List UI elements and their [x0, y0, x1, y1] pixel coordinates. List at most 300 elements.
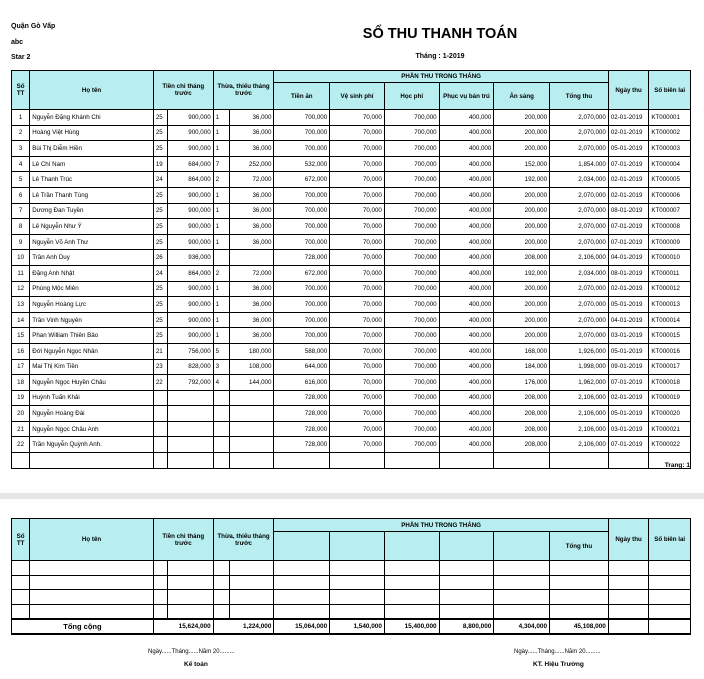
- col-tuition: Học phí: [384, 83, 439, 110]
- footer-sign-left: Kế toán: [184, 661, 208, 668]
- col-group-2: PHẦN THU TRONG THÁNG: [274, 519, 608, 532]
- cell-amt: 864,000: [168, 172, 214, 188]
- cell-total: 2,070,000: [550, 328, 609, 344]
- cell-total: 2,070,000: [550, 312, 609, 328]
- cell-tui: 700,000: [384, 110, 439, 126]
- cell-meal: 672,000: [274, 265, 330, 281]
- cell-meal: 532,000: [274, 156, 330, 172]
- cell-stt: 22: [12, 437, 30, 453]
- cell-rec: KT000015: [649, 328, 691, 344]
- cell-name: Đặng Anh Nhật: [30, 265, 154, 281]
- table-row: [12, 390, 691, 406]
- cell-bf: 200,000: [494, 297, 550, 313]
- cell-bf: 200,000: [494, 110, 550, 126]
- cell-total: 2,070,000: [550, 297, 609, 313]
- cell-stt: 7: [12, 203, 30, 219]
- cell-meal: 700,000: [274, 110, 330, 126]
- cell-amt: 900,000: [168, 297, 214, 313]
- cell-rec: KT000018: [649, 375, 691, 391]
- cell-board: 400,000: [439, 343, 494, 359]
- cell-total: 2,070,000: [550, 187, 609, 203]
- col-date: Ngày thu: [608, 71, 649, 110]
- cell-stt: 9: [12, 234, 30, 250]
- cell-d: 25: [153, 203, 167, 219]
- cell-bf: 208,000: [494, 406, 550, 422]
- cell-d: 22: [153, 375, 167, 391]
- cell-d: 25: [153, 312, 167, 328]
- cell-samt: 36,000: [229, 187, 274, 203]
- cell-rec: KT000022: [649, 437, 691, 453]
- cell-meal: 700,000: [274, 187, 330, 203]
- cell-date: 02-01-2019: [608, 281, 649, 297]
- cell-stt: 15: [12, 328, 30, 344]
- cell-samt: 36,000: [229, 234, 274, 250]
- col-blank-4: [439, 532, 494, 561]
- cell-date: 02-01-2019: [608, 110, 649, 126]
- cell-d: 25: [153, 141, 167, 157]
- col-receipt: Số biên lai: [649, 71, 691, 110]
- cell-samt: 72,000: [229, 172, 274, 188]
- cell-amt: [168, 421, 214, 437]
- col-blank-3: [384, 532, 439, 561]
- footer-date-left: Ngày......Tháng......Năm 20.........: [148, 649, 235, 655]
- month-label: Tháng : 1-2019: [415, 53, 465, 60]
- cell-sd: 1: [213, 281, 229, 297]
- cell-d: [153, 437, 167, 453]
- cell-tui: 700,000: [384, 156, 439, 172]
- cell-amt: 900,000: [168, 141, 214, 157]
- cell-date: 04-01-2019: [608, 250, 649, 266]
- cell-rec: KT000008: [649, 219, 691, 235]
- footer-date-right: Ngày......Tháng......Năm 20.........: [514, 649, 601, 655]
- cell-date: 05-01-2019: [608, 297, 649, 313]
- table-row: [12, 359, 691, 375]
- col-surplus-2: Thừa, thiếu tháng trước: [213, 519, 274, 561]
- cell-meal: 588,000: [274, 343, 330, 359]
- empty-row: [12, 561, 691, 576]
- cell-stt: 20: [12, 406, 30, 422]
- cell-sd: 1: [213, 312, 229, 328]
- cell-sd: 1: [213, 110, 229, 126]
- cell-sd: 1: [213, 187, 229, 203]
- cell-meal: 644,000: [274, 359, 330, 375]
- cell-meal: 700,000: [274, 219, 330, 235]
- cell-board: 400,000: [439, 297, 494, 313]
- col-name-2: Họ tên: [30, 519, 154, 561]
- cell-tui: 700,000: [384, 406, 439, 422]
- cell-board: 400,000: [439, 234, 494, 250]
- cell-samt: 108,000: [229, 359, 274, 375]
- cell-tui: 700,000: [384, 359, 439, 375]
- cell-board: 400,000: [439, 250, 494, 266]
- cell-sd: 1: [213, 328, 229, 344]
- cell-amt: 900,000: [168, 187, 214, 203]
- cell-name: Nguyễn Đặng Khánh Chi: [30, 110, 154, 126]
- cell-samt: 72,000: [229, 265, 274, 281]
- col-blank-5: [494, 532, 550, 561]
- cell-tui: 700,000: [384, 219, 439, 235]
- cell-meal: 616,000: [274, 375, 330, 391]
- cell-total: 1,854,000: [550, 156, 609, 172]
- cell-date: 07-01-2019: [608, 156, 649, 172]
- table-row: [12, 234, 691, 250]
- cell-bf: 208,000: [494, 421, 550, 437]
- cell-total: 2,034,000: [550, 172, 609, 188]
- table-row: [12, 203, 691, 219]
- totals-label: Tổng cộng: [12, 619, 154, 634]
- cell-rec: KT000003: [649, 141, 691, 157]
- cell-hyg: 70,000: [330, 172, 385, 188]
- cell-rec: KT000014: [649, 312, 691, 328]
- cell-hyg: 70,000: [330, 297, 385, 313]
- col-blank-2: [330, 532, 385, 561]
- cell-board: 400,000: [439, 281, 494, 297]
- cell-bf: 168,000: [494, 343, 550, 359]
- cell-tui: 700,000: [384, 421, 439, 437]
- cell-rec: KT000017: [649, 359, 691, 375]
- cell-d: 25: [153, 125, 167, 141]
- cell-d: 25: [153, 328, 167, 344]
- cell-hyg: 70,000: [330, 110, 385, 126]
- cell-hyg: 70,000: [330, 156, 385, 172]
- cell-board: 400,000: [439, 219, 494, 235]
- cell-name: Trần Anh Duy: [30, 250, 154, 266]
- cell-date: 09-01-2019: [608, 359, 649, 375]
- cell-sd: 3: [213, 359, 229, 375]
- cell-hyg: 70,000: [330, 187, 385, 203]
- cell-hyg: 70,000: [330, 141, 385, 157]
- cell-hyg: 70,000: [330, 328, 385, 344]
- cell-name: Trần Vinh Nguyên: [30, 312, 154, 328]
- cell-sd: 2: [213, 265, 229, 281]
- cell-meal: 700,000: [274, 141, 330, 157]
- cell-date: 07-01-2019: [608, 375, 649, 391]
- table-row: [12, 172, 691, 188]
- cell-samt: 36,000: [229, 125, 274, 141]
- cell-amt: 828,000: [168, 359, 214, 375]
- total-breakfast: 4,304,000: [494, 619, 550, 634]
- cell-total: 2,070,000: [550, 110, 609, 126]
- col-receipt-2: Số biên lai: [649, 519, 691, 561]
- cell-amt: 864,000: [168, 265, 214, 281]
- cell-bf: 200,000: [494, 281, 550, 297]
- cell-stt: 18: [12, 375, 30, 391]
- cell-rec: KT000011: [649, 265, 691, 281]
- cell-d: 24: [153, 265, 167, 281]
- cell-hyg: 70,000: [330, 281, 385, 297]
- cell-total: 2,070,000: [550, 234, 609, 250]
- cell-sd: [213, 250, 229, 266]
- cell-rec: KT000010: [649, 250, 691, 266]
- total-meal: 15,064,000: [274, 619, 330, 634]
- cell-d: 25: [153, 297, 167, 313]
- cell-hyg: 70,000: [330, 359, 385, 375]
- cell-hyg: 70,000: [330, 312, 385, 328]
- cell-meal: 700,000: [274, 312, 330, 328]
- cell-hyg: 70,000: [330, 390, 385, 406]
- cell-stt: 2: [12, 125, 30, 141]
- cell-bf: 200,000: [494, 219, 550, 235]
- cell-bf: 200,000: [494, 328, 550, 344]
- cell-hyg: 70,000: [330, 421, 385, 437]
- cell-meal: 700,000: [274, 297, 330, 313]
- col-surplus: Thừa, thiếu tháng trước: [213, 71, 274, 110]
- cell-samt: [229, 437, 274, 453]
- cell-board: 400,000: [439, 390, 494, 406]
- total-prev-spent: 15,624,000: [153, 619, 213, 634]
- cell-tui: 700,000: [384, 390, 439, 406]
- cell-stt: 3: [12, 141, 30, 157]
- cell-amt: 756,000: [168, 343, 214, 359]
- cell-board: 400,000: [439, 406, 494, 422]
- cell-stt: 21: [12, 421, 30, 437]
- col-blank-1: [274, 532, 330, 561]
- empty-row: [12, 590, 691, 605]
- cell-rec: KT000016: [649, 343, 691, 359]
- col-boarding: Phục vụ bán trú: [439, 83, 494, 110]
- cell-amt: 900,000: [168, 328, 214, 344]
- cell-meal: 728,000: [274, 437, 330, 453]
- cell-tui: 700,000: [384, 234, 439, 250]
- empty-row: [12, 575, 691, 590]
- cell-d: 25: [153, 187, 167, 203]
- cell-total: 2,070,000: [550, 203, 609, 219]
- cell-bf: 152,000: [494, 156, 550, 172]
- page-title: SỔ THU THANH TOÁN: [362, 26, 518, 42]
- cell-total: 2,070,000: [550, 141, 609, 157]
- cell-rec: KT000019: [649, 390, 691, 406]
- cell-stt: 16: [12, 343, 30, 359]
- col-prev-spent: Tiền chi tháng trước: [153, 71, 213, 110]
- cell-total: 2,106,000: [550, 406, 609, 422]
- cell-tui: 700,000: [384, 172, 439, 188]
- cell-meal: 700,000: [274, 281, 330, 297]
- cell-name: Nguyễn Ngọc Huyền Châu: [30, 375, 154, 391]
- cell-sd: 1: [213, 234, 229, 250]
- cell-rec: KT000013: [649, 297, 691, 313]
- table-row: [12, 343, 691, 359]
- cell-date: 03-01-2019: [608, 328, 649, 344]
- cell-samt: 36,000: [229, 219, 274, 235]
- cell-stt: 4: [12, 156, 30, 172]
- cell-meal: 728,000: [274, 250, 330, 266]
- cell-name: Đới Nguyễn Ngọc Nhân: [30, 343, 154, 359]
- cell-rec: KT000006: [649, 187, 691, 203]
- totals-row: [12, 619, 691, 634]
- cell-tui: 700,000: [384, 312, 439, 328]
- cell-bf: 200,000: [494, 187, 550, 203]
- table-row: [12, 156, 691, 172]
- cell-sd: 1: [213, 141, 229, 157]
- cell-hyg: 70,000: [330, 343, 385, 359]
- cell-tui: 700,000: [384, 375, 439, 391]
- cell-name: Lê Chí Nam: [30, 156, 154, 172]
- cell-rec: KT000001: [649, 110, 691, 126]
- cell-total: 2,106,000: [550, 390, 609, 406]
- cell-sd: [213, 406, 229, 422]
- cell-rec: KT000004: [649, 156, 691, 172]
- cell-amt: 900,000: [168, 125, 214, 141]
- cell-total: 1,962,000: [550, 375, 609, 391]
- cell-sd: 1: [213, 219, 229, 235]
- cell-date: 05-01-2019: [608, 343, 649, 359]
- cell-date: 02-01-2019: [608, 125, 649, 141]
- cell-bf: 208,000: [494, 250, 550, 266]
- table-row: [12, 141, 691, 157]
- cell-hyg: 70,000: [330, 437, 385, 453]
- cell-date: 07-01-2019: [608, 234, 649, 250]
- cell-amt: 792,000: [168, 375, 214, 391]
- col-name: Họ tên: [30, 71, 154, 110]
- cell-name: Bùi Thị Diễm Hiền: [30, 141, 154, 157]
- cell-tui: 700,000: [384, 343, 439, 359]
- cell-sd: 5: [213, 343, 229, 359]
- cell-hyg: 70,000: [330, 250, 385, 266]
- cell-amt: 900,000: [168, 281, 214, 297]
- table-row: [12, 297, 691, 313]
- cell-tui: 700,000: [384, 265, 439, 281]
- cell-amt: 684,000: [168, 156, 214, 172]
- total-boarding: 8,800,000: [439, 619, 494, 634]
- col-prev-spent-2: Tiền chi tháng trước: [153, 519, 213, 561]
- cell-hyg: 70,000: [330, 125, 385, 141]
- table-row: [12, 219, 691, 235]
- empty-row: [12, 604, 691, 619]
- cell-hyg: 70,000: [330, 375, 385, 391]
- table-row: [12, 312, 691, 328]
- cell-hyg: 70,000: [330, 265, 385, 281]
- cell-board: 400,000: [439, 125, 494, 141]
- cell-samt: 36,000: [229, 281, 274, 297]
- cell-meal: 728,000: [274, 421, 330, 437]
- cell-stt: 11: [12, 265, 30, 281]
- cell-total: 1,926,000: [550, 343, 609, 359]
- cell-d: [153, 421, 167, 437]
- cell-date: 04-01-2019: [608, 312, 649, 328]
- cell-board: 400,000: [439, 172, 494, 188]
- cell-tui: 700,000: [384, 281, 439, 297]
- col-total-2: Tổng thu: [550, 532, 609, 561]
- table-row: [12, 437, 691, 453]
- cell-tui: 700,000: [384, 297, 439, 313]
- cell-sd: 1: [213, 297, 229, 313]
- cell-total: 2,034,000: [550, 265, 609, 281]
- cell-tui: 700,000: [384, 187, 439, 203]
- col-stt-2: Số TT: [12, 519, 30, 561]
- cell-bf: 208,000: [494, 437, 550, 453]
- cell-rec: KT000020: [649, 406, 691, 422]
- footer-sign-right: KT. Hiệu Trưởng: [533, 661, 584, 668]
- cell-samt: 36,000: [229, 203, 274, 219]
- cell-stt: 6: [12, 187, 30, 203]
- empty-row: [12, 453, 691, 469]
- cell-rec: KT000021: [649, 421, 691, 437]
- table-row: [12, 250, 691, 266]
- col-group: PHẦN THU TRONG THÁNG: [274, 71, 608, 83]
- table-row: [12, 265, 691, 281]
- cell-sd: 1: [213, 125, 229, 141]
- cell-board: 400,000: [439, 141, 494, 157]
- cell-total: 2,106,000: [550, 250, 609, 266]
- cell-date: 05-01-2019: [608, 406, 649, 422]
- cell-d: 25: [153, 219, 167, 235]
- total-surplus: 1,224,000: [213, 619, 274, 634]
- cell-name: Nguyễn Hoàng Lực: [30, 297, 154, 313]
- cell-total: 2,106,000: [550, 437, 609, 453]
- cell-board: 400,000: [439, 375, 494, 391]
- cell-name: Nguyễn Ngọc Châu Anh: [30, 421, 154, 437]
- cell-samt: 252,000: [229, 156, 274, 172]
- cell-rec: KT000012: [649, 281, 691, 297]
- cell-samt: 36,000: [229, 312, 274, 328]
- cell-samt: 36,000: [229, 328, 274, 344]
- cell-samt: [229, 421, 274, 437]
- cell-rec: KT000009: [649, 234, 691, 250]
- table-row: [12, 110, 691, 126]
- cell-sd: [213, 437, 229, 453]
- cell-date: 07-01-2019: [608, 219, 649, 235]
- cell-bf: 200,000: [494, 141, 550, 157]
- cell-board: 400,000: [439, 156, 494, 172]
- total-hygiene: 1,540,000: [330, 619, 385, 634]
- cell-amt: 900,000: [168, 312, 214, 328]
- col-meal: Tiền ăn: [274, 83, 330, 110]
- cell-date: 05-01-2019: [608, 141, 649, 157]
- col-hygiene: Vệ sinh phí: [330, 83, 385, 110]
- cell-d: 25: [153, 281, 167, 297]
- cell-rec: KT000002: [649, 125, 691, 141]
- cell-meal: 672,000: [274, 172, 330, 188]
- cell-name: Lê Nguyễn Như Ý: [30, 219, 154, 235]
- cell-total: 2,070,000: [550, 281, 609, 297]
- payment-table: [11, 70, 691, 469]
- cell-tui: 700,000: [384, 250, 439, 266]
- cell-bf: 200,000: [494, 312, 550, 328]
- page-number: Trang: 1: [664, 462, 690, 469]
- cell-sd: 4: [213, 375, 229, 391]
- summary-table: [11, 518, 691, 635]
- cell-name: Nguyễn Võ Anh Thư: [30, 234, 154, 250]
- cell-samt: 36,000: [229, 141, 274, 157]
- cell-bf: 192,000: [494, 265, 550, 281]
- cell-sd: 1: [213, 203, 229, 219]
- table-row: [12, 281, 691, 297]
- table-row: [12, 421, 691, 437]
- cell-amt: [168, 437, 214, 453]
- cell-rec: KT000007: [649, 203, 691, 219]
- cell-d: 25: [153, 234, 167, 250]
- cell-stt: 10: [12, 250, 30, 266]
- school-label: abc: [11, 39, 24, 46]
- cell-name: Dương Đan Tuyền: [30, 203, 154, 219]
- cell-date: 08-01-2019: [608, 265, 649, 281]
- table-row: [12, 125, 691, 141]
- col-stt: Số TT: [12, 71, 30, 110]
- cell-sd: 2: [213, 172, 229, 188]
- cell-hyg: 70,000: [330, 219, 385, 235]
- cell-name: Nguyễn Hoàng Đài: [30, 406, 154, 422]
- cell-amt: 936,000: [168, 250, 214, 266]
- cell-samt: 144,000: [229, 375, 274, 391]
- cell-total: 2,070,000: [550, 125, 609, 141]
- col-breakfast: Ăn sáng: [494, 83, 550, 110]
- cell-total: 2,106,000: [550, 421, 609, 437]
- cell-board: 400,000: [439, 203, 494, 219]
- total-tuition: 15,400,000: [384, 619, 439, 634]
- cell-bf: 176,000: [494, 375, 550, 391]
- cell-date: 02-01-2019: [608, 187, 649, 203]
- cell-bf: 200,000: [494, 125, 550, 141]
